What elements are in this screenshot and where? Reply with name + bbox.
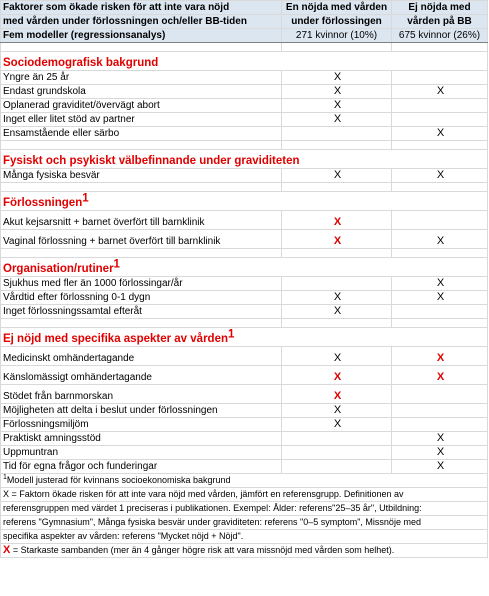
table-row xyxy=(1,432,488,446)
mark-cell xyxy=(282,418,392,432)
mark-cell xyxy=(392,291,488,305)
table-row xyxy=(1,404,488,418)
table-row xyxy=(1,127,488,141)
strong-risk-mark: X xyxy=(333,216,342,228)
mark-cell xyxy=(392,404,488,418)
empty-cell xyxy=(1,43,282,52)
empty-cell xyxy=(1,141,282,150)
mark-cell xyxy=(392,366,488,385)
section-title-cell xyxy=(1,192,488,211)
footnote-definition-line: referensgruppen med värdet 1 preciseras i publikationen. Exempel: Ålder: referens"25–35 år", Utbildning: xyxy=(1,502,488,516)
footnote-row xyxy=(1,516,488,530)
table-row xyxy=(1,230,488,249)
row-label: Känslomässigt omhändertagande xyxy=(1,366,282,385)
mark-cell xyxy=(282,113,392,127)
risk-mark: X xyxy=(333,352,342,364)
mark-cell xyxy=(282,71,392,85)
strong-risk-mark: X xyxy=(436,352,445,364)
mark-cell xyxy=(392,446,488,460)
mark-cell xyxy=(282,211,392,230)
empty-cell xyxy=(1,319,282,328)
risk-mark: X xyxy=(436,446,445,458)
footnote-strongest xyxy=(1,544,488,558)
section-title-cell xyxy=(1,52,488,71)
mark-cell xyxy=(282,460,392,474)
section-title: Sociodemografisk bakgrund xyxy=(3,57,159,69)
row-label: Ensamstående eller särbo xyxy=(1,127,282,141)
strong-risk-mark: X xyxy=(333,371,342,383)
table-row xyxy=(1,347,488,366)
row-label: Inget eller litet stöd av partner xyxy=(1,113,282,127)
mark-cell xyxy=(282,127,392,141)
empty-cell xyxy=(1,183,282,192)
table-row xyxy=(1,85,488,99)
spacer-row xyxy=(1,141,488,150)
table-row xyxy=(1,385,488,404)
table-row xyxy=(1,418,488,432)
row-label: Oplanerad graviditet/övervägt abort xyxy=(1,99,282,113)
mark-cell xyxy=(392,385,488,404)
empty-cell xyxy=(282,319,392,328)
strong-risk-legend-mark: X xyxy=(3,544,11,556)
empty-cell xyxy=(392,183,488,192)
mark-cell xyxy=(392,277,488,291)
risk-mark: X xyxy=(436,169,445,181)
spacer-row xyxy=(1,183,488,192)
mark-cell xyxy=(392,418,488,432)
table-row xyxy=(1,71,488,85)
risk-mark: X xyxy=(333,404,342,416)
table-row xyxy=(1,305,488,319)
spacer-row xyxy=(1,319,488,328)
empty-cell xyxy=(282,249,392,258)
risk-mark: X xyxy=(436,85,445,97)
table-row xyxy=(1,211,488,230)
section-title: Förlossningen xyxy=(3,197,83,209)
risk-mark: X xyxy=(333,418,342,430)
row-label: Vårdtid efter förlossning 0-1 dygn xyxy=(1,291,282,305)
section-title: Organisation/rutiner xyxy=(3,263,114,275)
spacer-row xyxy=(1,43,488,52)
empty-cell xyxy=(282,141,392,150)
header-col3-line2: vården på BB xyxy=(392,15,488,29)
mark-cell xyxy=(282,305,392,319)
mark-cell xyxy=(282,366,392,385)
footnote-row xyxy=(1,488,488,502)
section-footnote-ref: 1 xyxy=(113,258,120,271)
mark-cell xyxy=(282,385,392,404)
risk-mark: X xyxy=(436,291,445,303)
mark-cell xyxy=(392,460,488,474)
risk-mark: X xyxy=(436,432,445,444)
risk-mark: X xyxy=(436,127,445,139)
table-row xyxy=(1,277,488,291)
row-label: Sjukhus med fler än 1000 förlossingar/år xyxy=(1,277,282,291)
mark-cell xyxy=(392,211,488,230)
header-col1-line3: Fem modeller (regressionsanalys) xyxy=(1,29,282,43)
spacer-row xyxy=(1,249,488,258)
mark-cell xyxy=(392,71,488,85)
row-label: Möjligheten att delta i beslut under förlossningen xyxy=(1,404,282,418)
strong-risk-mark: X xyxy=(333,235,342,247)
mark-cell xyxy=(282,99,392,113)
footnote-text: Modell justerad för kvinnans socioekonomiska bakgrund xyxy=(6,475,231,485)
risk-mark: X xyxy=(436,277,445,289)
header-row xyxy=(1,29,488,43)
section-footnote-ref: 1 xyxy=(82,192,89,205)
section-title-cell xyxy=(1,258,488,277)
footnote-row xyxy=(1,530,488,544)
footnote-model xyxy=(1,474,488,488)
strong-risk-mark: X xyxy=(333,390,342,402)
risk-mark: X xyxy=(333,291,342,303)
risk-mark: X xyxy=(333,113,342,125)
footnote-row xyxy=(1,544,488,558)
section-header-row xyxy=(1,258,488,277)
row-label: Förlossningsmiljöm xyxy=(1,418,282,432)
section-title: Ej nöjd med specifika aspekter av vården xyxy=(3,333,228,345)
header-col1-line1: Faktorer som ökade risken för att inte vara nöjd xyxy=(1,1,282,15)
table-body xyxy=(1,1,488,558)
mark-cell xyxy=(282,277,392,291)
header-col1-line2: med vården under förlossningen och/eller BB-tiden xyxy=(1,15,282,29)
risk-mark: X xyxy=(333,305,342,317)
section-title: Fysiskt och psykiskt välbefinnande under graviditeten xyxy=(3,155,300,167)
mark-cell xyxy=(392,230,488,249)
mark-cell xyxy=(282,291,392,305)
mark-cell xyxy=(392,432,488,446)
row-label: Vaginal förlossning + barnet överfört till barnklinik xyxy=(1,230,282,249)
mark-cell xyxy=(392,169,488,183)
risk-mark: X xyxy=(333,169,342,181)
mark-cell xyxy=(392,305,488,319)
table-row xyxy=(1,366,488,385)
mark-cell xyxy=(282,230,392,249)
row-label: Praktiskt amningsstöd xyxy=(1,432,282,446)
strong-risk-legend-text: = Starkaste sambanden (mer än 4 gånger högre risk att vara missnöjd med vården som helhet). xyxy=(10,545,395,555)
row-label: Akut kejsarsnitt + barnet överfört till barnklinik xyxy=(1,211,282,230)
section-header-row xyxy=(1,328,488,347)
header-col3-count: 675 kvinnor (26%) xyxy=(392,29,488,43)
table-row xyxy=(1,291,488,305)
table-row xyxy=(1,99,488,113)
section-footnote-ref: 1 xyxy=(228,328,235,341)
table-row xyxy=(1,169,488,183)
table-row xyxy=(1,446,488,460)
section-title-cell xyxy=(1,328,488,347)
row-label: Yngre än 25 år xyxy=(1,71,282,85)
risk-mark: X xyxy=(333,99,342,111)
empty-cell xyxy=(392,43,488,52)
empty-cell xyxy=(392,141,488,150)
mark-cell xyxy=(282,432,392,446)
mark-cell xyxy=(282,347,392,366)
empty-cell xyxy=(282,43,392,52)
header-row xyxy=(1,1,488,15)
section-header-row xyxy=(1,52,488,71)
header-col3-line1: Ej nöjda med xyxy=(392,1,488,15)
risk-mark: X xyxy=(333,85,342,97)
mark-cell xyxy=(282,404,392,418)
header-col2-line2: under förlossingen xyxy=(282,15,392,29)
mark-cell xyxy=(392,99,488,113)
risk-mark: X xyxy=(436,460,445,472)
empty-cell xyxy=(282,183,392,192)
row-label: Uppmuntran xyxy=(1,446,282,460)
empty-cell xyxy=(392,319,488,328)
section-header-row xyxy=(1,192,488,211)
footnote-row xyxy=(1,502,488,516)
row-label: Endast grundskola xyxy=(1,85,282,99)
risk-mark: X xyxy=(333,71,342,83)
risk-mark: X xyxy=(436,235,445,247)
section-header-row xyxy=(1,150,488,169)
mark-cell xyxy=(392,85,488,99)
strong-risk-mark: X xyxy=(436,371,445,383)
mark-cell xyxy=(392,113,488,127)
row-label: Inget förlossningssamtal efteråt xyxy=(1,305,282,319)
footnote-marker: 1 xyxy=(3,474,7,481)
mark-cell xyxy=(392,347,488,366)
mark-cell xyxy=(282,446,392,460)
table-row xyxy=(1,113,488,127)
empty-cell xyxy=(392,249,488,258)
footnote-definition-line: specifika aspekter av vården: referens "Mycket nöjd + Nöjd". xyxy=(1,530,488,544)
empty-cell xyxy=(1,249,282,258)
header-row xyxy=(1,15,488,29)
mark-cell xyxy=(392,127,488,141)
row-label: Många fysiska besvär xyxy=(1,169,282,183)
row-label: Tid för egna frågor och funderingar xyxy=(1,460,282,474)
mark-cell xyxy=(282,85,392,99)
footnote-definition-line: referens "Gymnasium", Många fysiska besvär under graviditeten: referens "0–5 symptom", Missnöje med xyxy=(1,516,488,530)
row-label: Medicinskt omhändertagande xyxy=(1,347,282,366)
section-title-cell xyxy=(1,150,488,169)
header-col2-line1: En nöjda med vården xyxy=(282,1,392,15)
row-label: Stödet från barnmorskan xyxy=(1,385,282,404)
header-col2-count: 271 kvinnor (10%) xyxy=(282,29,392,43)
mark-cell xyxy=(282,169,392,183)
footnote-definition-line: X = Faktorn ökade risken för att inte vara nöjd med vården, jämfört en referensgrupp. Definitionen av xyxy=(1,488,488,502)
footnote-row xyxy=(1,474,488,488)
table-row xyxy=(1,460,488,474)
